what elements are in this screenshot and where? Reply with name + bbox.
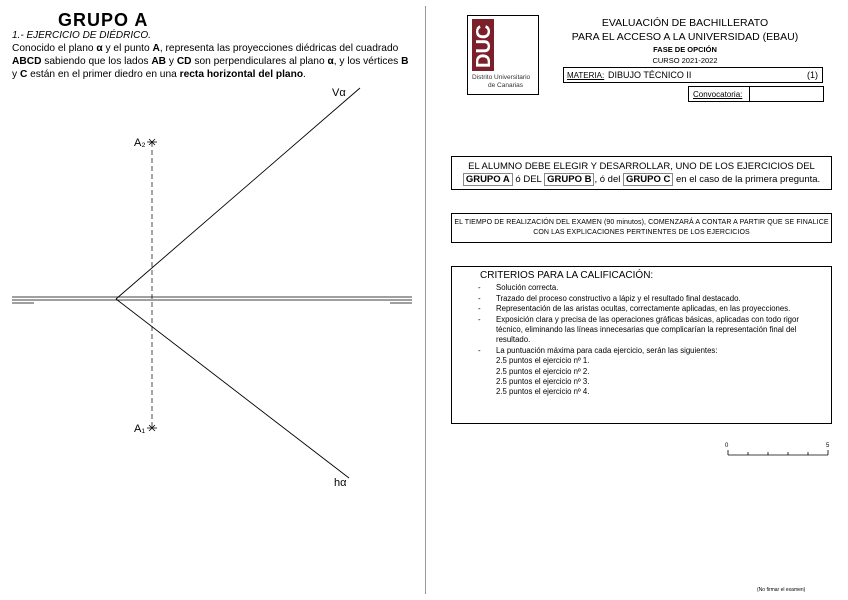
exercise-statement: Conocido el plano α y el punto A, representa las proyecciones diédricas del cuadrado ABCD sabiendo que los lados AB y CD son perpendiculares al plano α, y los vértices B y C están en el primer diedro en una recta horizontal del plano.	[12, 43, 409, 80]
graphic-scale	[720, 438, 840, 460]
group-title: GRUPO A	[58, 10, 149, 30]
duc-logo-graphic	[468, 16, 538, 94]
footer-note: (No firmar el examen)	[757, 587, 806, 593]
score-line: 2.5 puntos el ejercicio nº 3.	[496, 377, 590, 387]
svg-text:de Canarias: de Canarias	[488, 82, 524, 89]
convocatoria-label: Convocatoria:	[693, 90, 743, 99]
horizontal-trace-h-alpha	[116, 299, 349, 478]
criteria-item: - La puntuación máxima para cada ejercicio, serán las siguientes:	[478, 345, 718, 355]
criteria-item: - Representación de las aristas ocultas, correctamente aplicadas, en las proyecciones.	[478, 304, 791, 314]
materia-value: DIBUJO TÉCNICO II	[608, 70, 692, 80]
materia-box	[563, 67, 823, 83]
svg-text:Distrito Universitario: Distrito Universitario	[472, 74, 531, 81]
label-h-alpha: hα	[334, 477, 347, 489]
course-label: CURSO 2021-2022	[652, 56, 718, 65]
score-line: 2.5 puntos el ejercicio nº 1.	[496, 356, 590, 366]
page-divider	[425, 6, 426, 594]
materia-label: MATERIA:	[567, 71, 605, 80]
time-notice-box: EL TIEMPO DE REALIZACIÓN DEL EXAMEN (90 minutos), COMENZARÁ A CONTAR A PARTIR QUE SE FINALICE CON LAS EXPLICACIONES PERTINENTES DE LOS EJERCICIOS	[451, 213, 832, 243]
label-a1: A₁	[134, 423, 146, 435]
vertical-trace-v-alpha	[116, 88, 360, 299]
scale-end: 5	[826, 443, 830, 449]
label-v-alpha: Vα	[332, 87, 346, 99]
exercise-title: 1.- EJERCICIO DE DIÉDRICO.	[12, 30, 151, 41]
criteria-item: - Trazado del proceso constructivo a lápiz y el resultado final destacado.	[478, 293, 741, 303]
criteria-box	[451, 266, 832, 424]
duc-logo	[467, 15, 539, 95]
criteria-title: CRITERIOS PARA LA CALIFICACIÓN:	[480, 270, 654, 281]
header-title: EVALUACIÓN DE BACHILLERATO PARA EL ACCESO A LA UNIVERSIDAD (EBAU)	[571, 17, 799, 43]
convocatoria-field	[749, 87, 750, 101]
instructions-box: EL ALUMNO DEBE ELEGIR Y DESARROLLAR, UNO DE LOS EJERCICIOS DEL GRUPO A ó DEL GRUPO B , ó del GRUPO C en el caso de la primera pregunta.	[451, 156, 832, 190]
score-line: 2.5 puntos el ejercicio nº 4.	[496, 387, 590, 397]
criteria-item: - Solución correcta.	[478, 283, 559, 293]
criteria-item: - Exposición clara y precisa de las operaciones gráficas básicas, aplicadas con todo rigor técnico, eliminando las líneas innecesarias que complicarían la representación final del resultado.	[478, 314, 799, 345]
page-number: (1)	[807, 70, 818, 80]
label-a2: A₂	[134, 137, 146, 149]
svg-text:DUC: DUC	[473, 24, 495, 68]
scale-start: 0	[725, 443, 729, 449]
score-line: 2.5 puntos el ejercicio nº 2.	[496, 366, 590, 376]
convocatoria-box	[688, 86, 824, 102]
phase-label: FASE DE OPCIÓN	[653, 45, 717, 54]
